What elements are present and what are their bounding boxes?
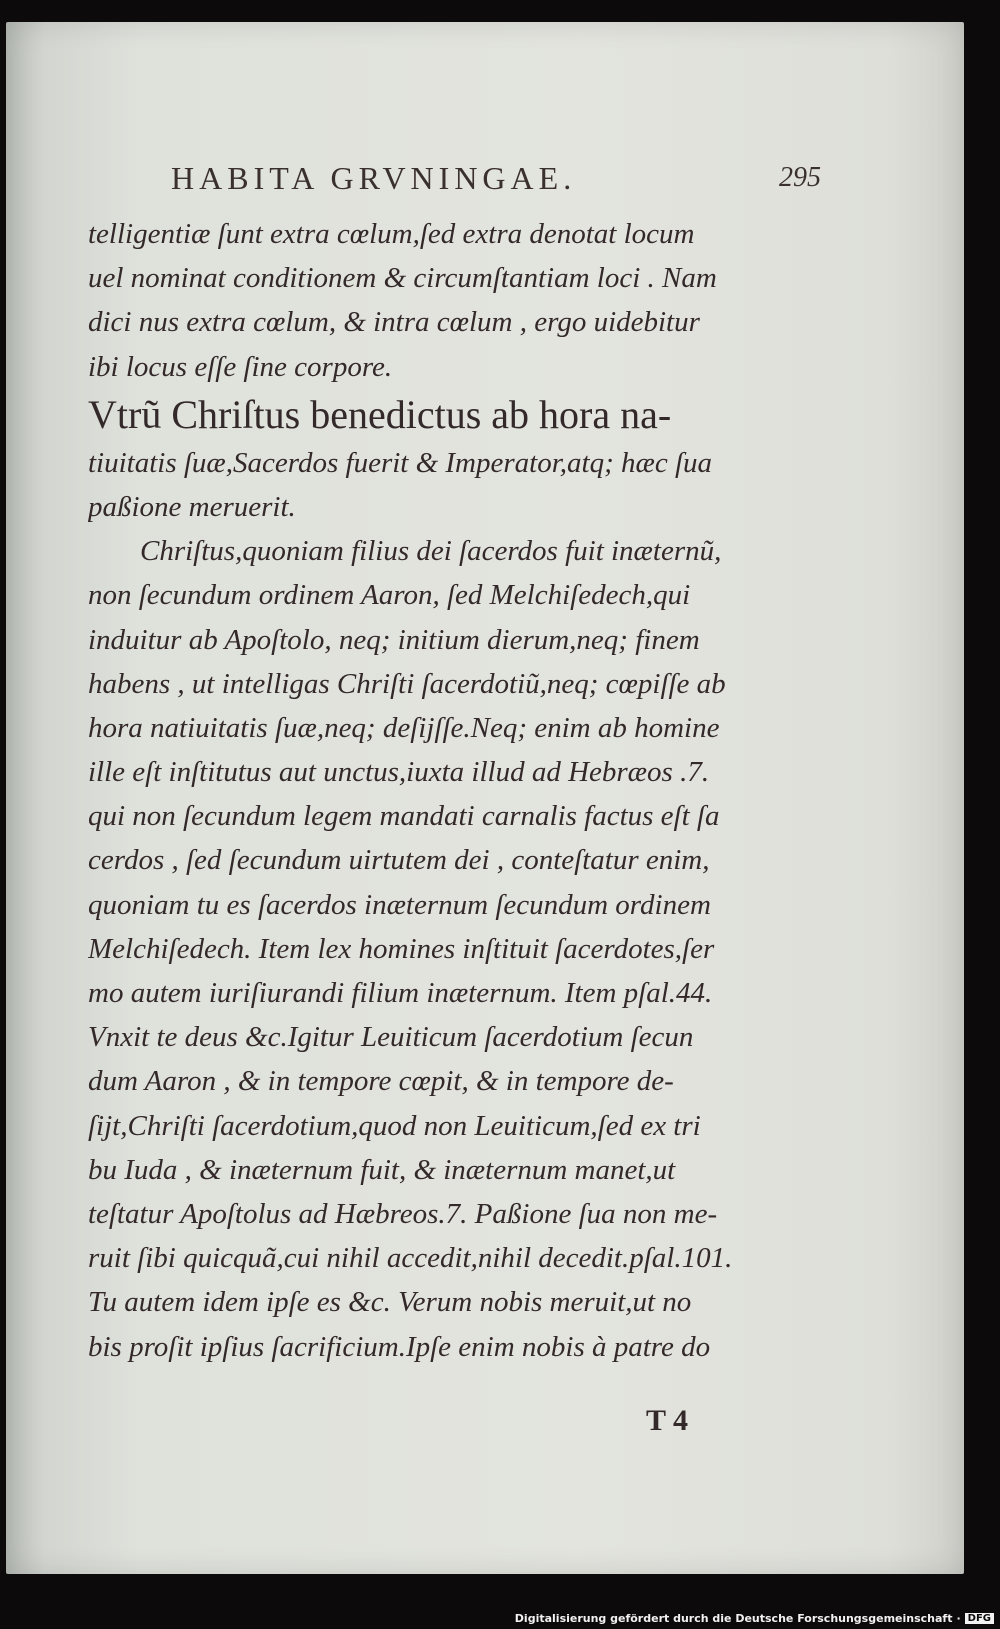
text-line: ibi locus eſſe ſine corpore. xyxy=(88,350,393,383)
digitization-credit: Digitalisierung gefördert durch die Deutsche Forschungsgemeinschaft · DFG xyxy=(515,1612,994,1625)
text-line: Melchiſedech. Item lex homines inſtituit ſacerdotes,ſer xyxy=(88,932,715,965)
text-line: hora natiuitatis ſuæ,neq; deſijſſe.Neq; enim ab homine xyxy=(88,711,720,744)
text-line: teſtatur Apoſtolus ad Hæbreos.7. Paßione ſua non me- xyxy=(88,1197,718,1230)
text-line: quoniam tu es ſacerdos inæternum ſecundum ordinem xyxy=(88,888,711,921)
text-line: cerdos , ſed ſecundum uirtutem dei , conteſtatur enim, xyxy=(88,844,710,877)
signature-mark: T 4 xyxy=(646,1404,688,1437)
book-page xyxy=(6,22,964,1574)
text-line: induitur ab Apoſtolo, neq; initium dierum,neq; finem xyxy=(88,623,700,656)
text-line: Tu autem idem ipſe es &c. Verum nobis meruit,ut no xyxy=(88,1286,692,1319)
credit-text: Digitalisierung gefördert durch die Deutsche Forschungsgemeinschaft xyxy=(514,1612,953,1625)
text-line: dum Aaron , & in tempore cœpit, & in tempore de- xyxy=(88,1065,674,1098)
text-line: ruit ſibi quicquã,cui nihil accedit,nihil decedit.pſal.101. xyxy=(88,1242,733,1275)
text-line: Vnxit te deus &c.Igitur Leuiticum ſacerdotium ſecun xyxy=(88,1021,694,1054)
text-line: telligentiæ ſunt extra cœlum,ſed extra denotat locum xyxy=(88,218,695,250)
dfg-logo: DFG xyxy=(965,1613,994,1624)
text-line: qui non ſecundum legem mandati carnalis factus eſt ſa xyxy=(88,800,720,833)
text-line: bis proſit ipſius ſacrificium.Ipſe enim nobis à patre do xyxy=(88,1330,711,1363)
body-text xyxy=(88,212,823,1369)
text-line: ille eſt inſtitutus aut unctus,iuxta illud ad Hebræos .7. xyxy=(88,756,710,789)
text-line: dici nus extra cœlum, & intra cœlum , ergo uidebitur xyxy=(88,306,700,339)
text-line: paßione meruerit. xyxy=(88,490,296,523)
text-line: tiuitatis ſuæ,Sacerdos fuerit & Imperator,atq; hæc ſua xyxy=(88,446,713,479)
text-line: habens , ut intelligas Chriſti ſacerdotiũ,neq; cœpiſſe ab xyxy=(88,667,726,700)
page-number: 295 xyxy=(779,162,821,193)
text-line: non ſecundum ordinem Aaron, ſed Melchiſedech,qui xyxy=(88,579,691,612)
text-line: mo autem iuriſiurandi filium inæternum. Item pſal.44. xyxy=(88,977,713,1009)
paragraph-first-line: Chriſtus,quoniam filius dei ſacerdos fuit inæternũ, xyxy=(140,535,722,568)
page-header xyxy=(171,160,821,200)
text-line: bu Iuda , & inæternum fuit, & inæternum manet,ut xyxy=(88,1153,676,1186)
section-heading: Vtrũ Chriſtus benedictus ab hora na- xyxy=(88,391,672,437)
running-head: HABITA GRVNINGAE. xyxy=(171,160,577,196)
text-line: ſijt,Chriſti ſacerdotium,quod non Leuiticum,ſed ex tri xyxy=(88,1109,701,1142)
text-line: uel nominat conditionem & circumſtantiam loci . Nam xyxy=(88,262,717,295)
